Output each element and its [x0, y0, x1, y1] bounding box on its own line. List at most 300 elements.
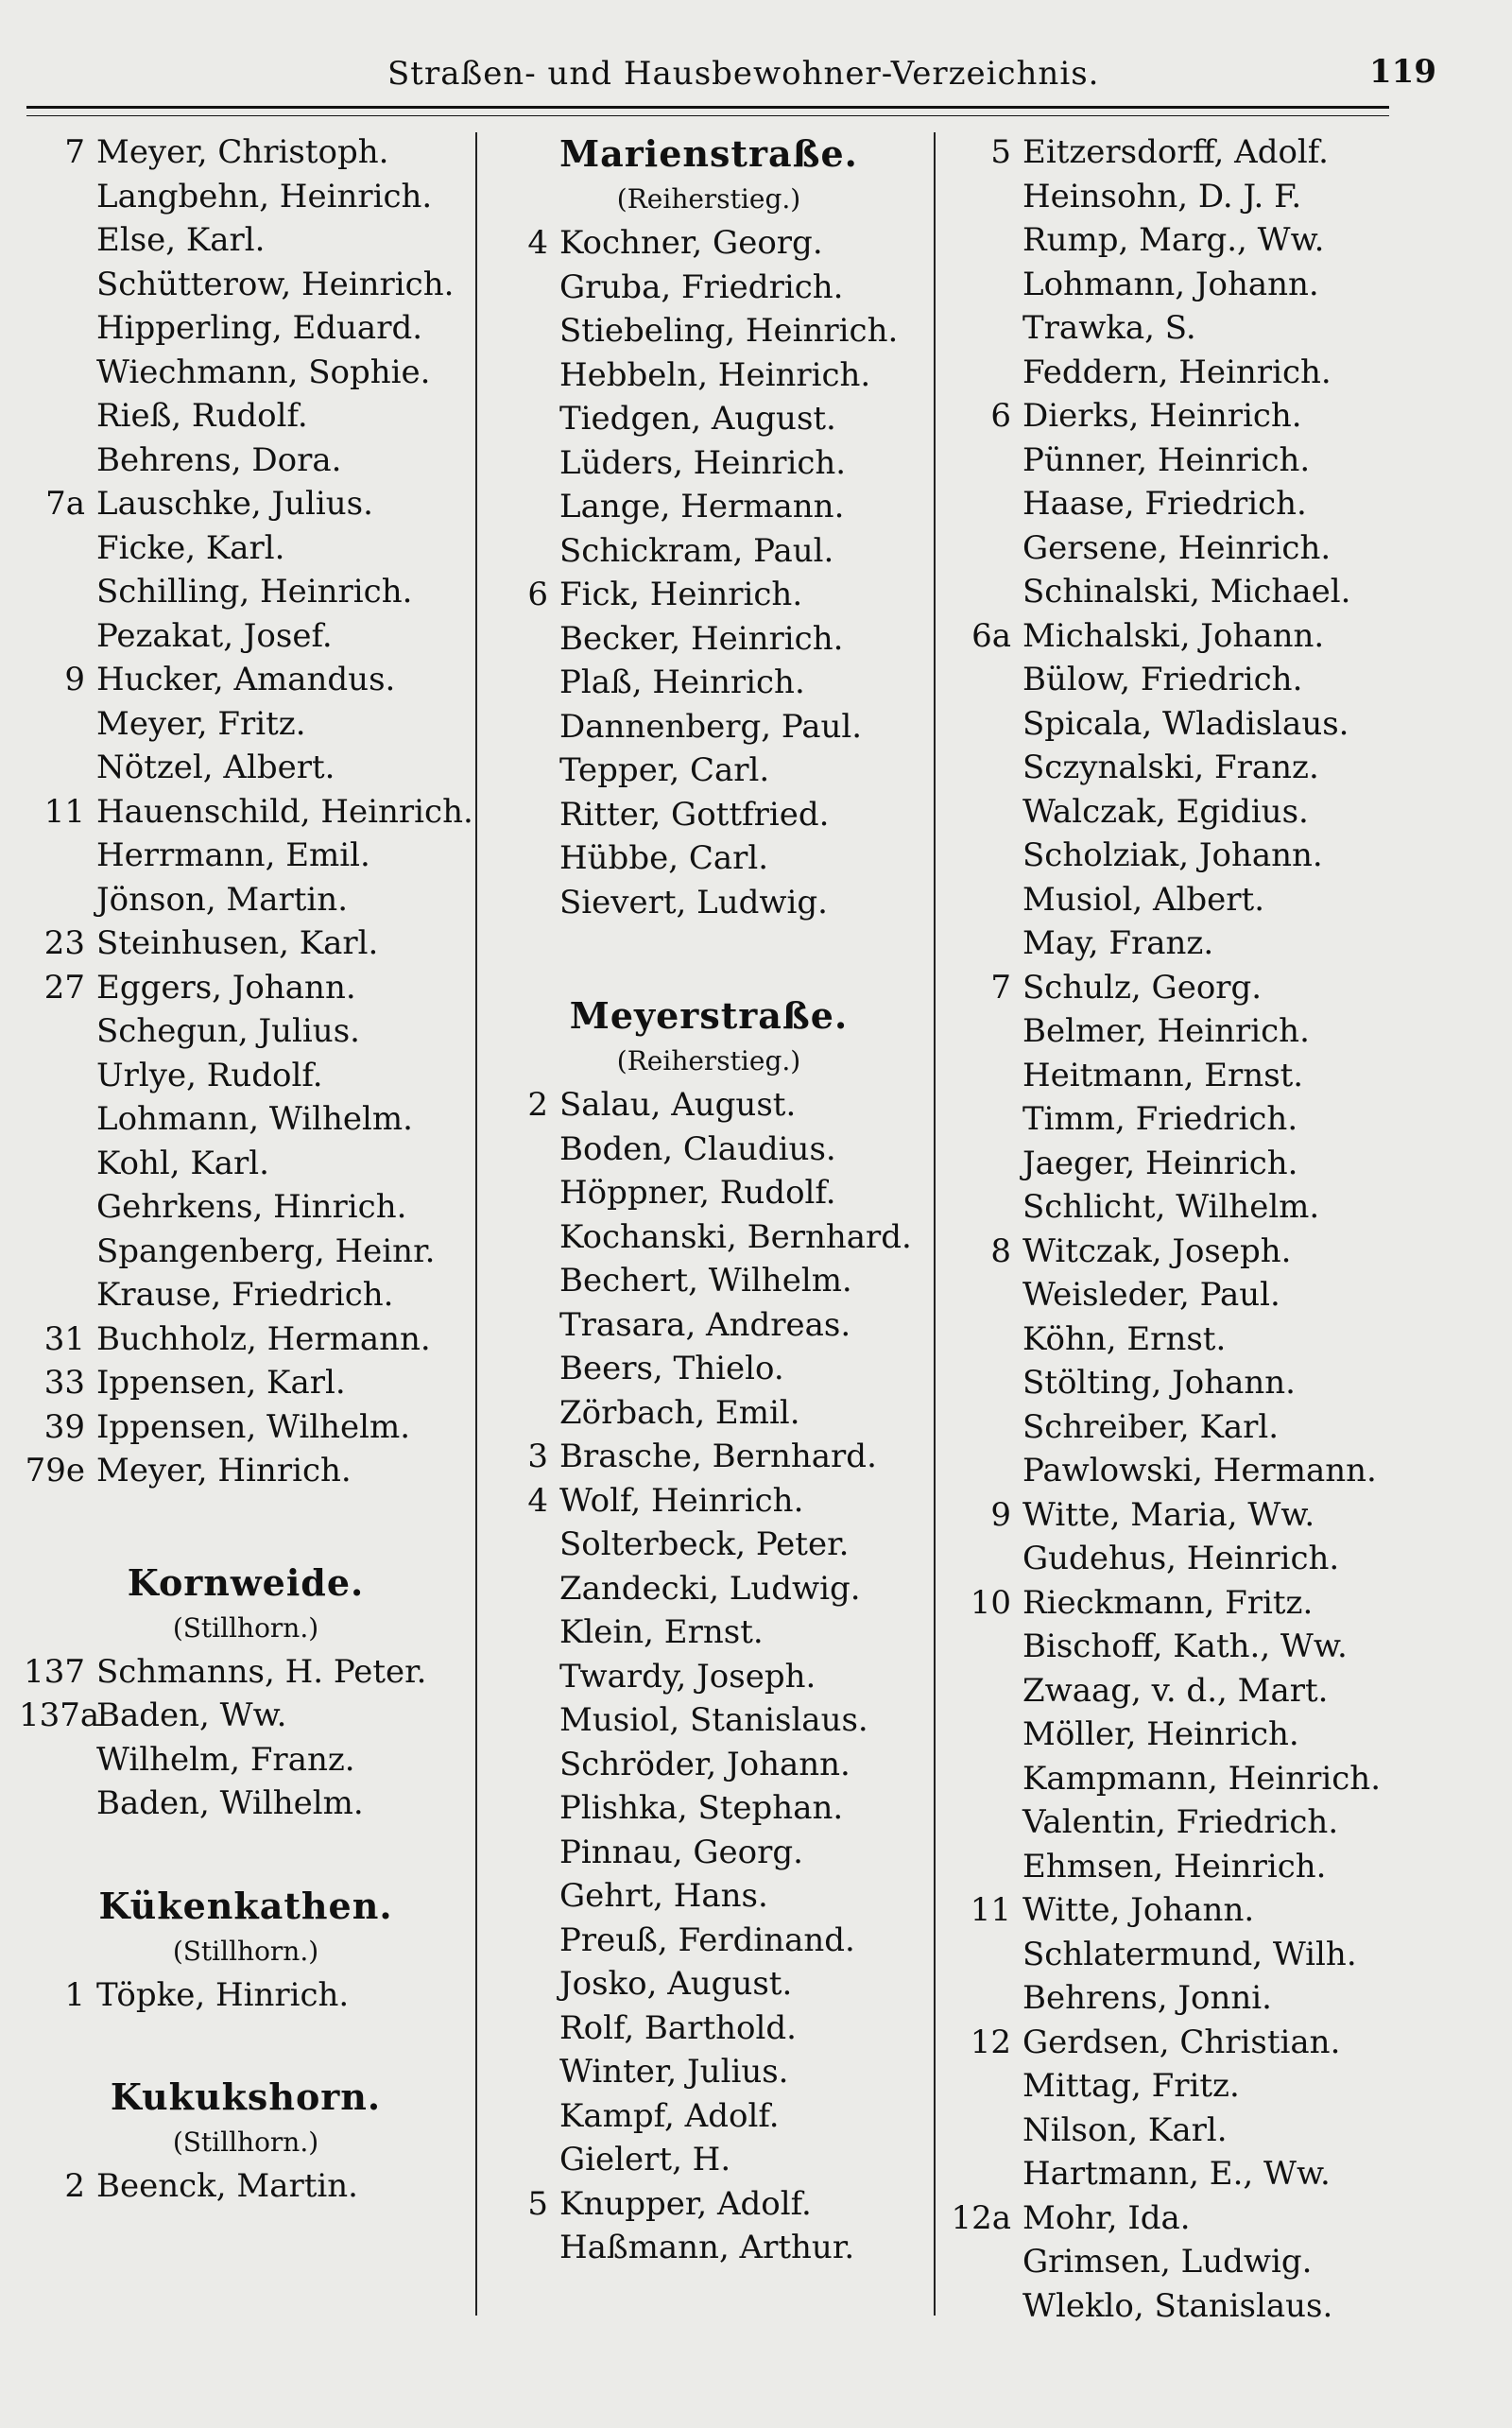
resident-name: Schlatermund, Wilh.	[1022, 1935, 1357, 1973]
resident-name: Höppner, Rudolf.	[559, 1174, 836, 1212]
resident-name: Valentin, Friedrich.	[1022, 1803, 1339, 1841]
resident-name: Jaeger, Heinrich.	[1022, 1144, 1298, 1182]
resident-name: Zwaag, v. d., Mart.	[1022, 1671, 1329, 1710]
house-number: 10	[970, 1583, 1011, 1622]
directory-entry	[945, 306, 1474, 351]
resident-name: Belmer, Heinrich.	[1022, 1012, 1310, 1050]
directory-entry	[945, 1888, 1474, 1933]
street-heading: Marienstraße.	[559, 132, 858, 175]
house-number: 137	[24, 1652, 85, 1691]
resident-name: Heitmann, Ernst.	[1022, 1056, 1304, 1094]
resident-name: Nötzel, Albert.	[96, 749, 335, 786]
resident-name: Beenck, Martin.	[96, 2167, 358, 2205]
house-number: 7a	[45, 485, 85, 523]
resident-name: Solterbeck, Peter.	[559, 1525, 850, 1563]
directory-entry	[482, 1259, 936, 1303]
directory-entry	[945, 1713, 1474, 1757]
directory-entry	[945, 2284, 1474, 2329]
resident-name: Gruba, Friedrich.	[559, 267, 844, 306]
directory-entry	[945, 1185, 1474, 1230]
resident-name: Wolf, Heinrich.	[559, 1481, 804, 1520]
resident-name: Sievert, Ludwig.	[559, 883, 828, 921]
resident-name: Jönson, Martin.	[96, 880, 349, 919]
resident-name: Eitzersdorff, Adolf.	[1022, 133, 1329, 171]
directory-entry	[945, 175, 1474, 219]
directory-entry	[482, 1874, 936, 1919]
resident-name: Weisleder, Paul.	[1022, 1276, 1280, 1314]
column-2	[482, 130, 936, 2270]
directory-entry	[19, 1361, 472, 1405]
resident-name: Ehmsen, Heinrich.	[1022, 1847, 1327, 1886]
resident-name: Hartmann, E., Ww.	[1022, 2155, 1331, 2193]
directory-entry	[482, 1128, 936, 1172]
directory-entry	[482, 1479, 936, 1524]
district-label: (Stillhorn.)	[172, 2127, 319, 2158]
directory-entry	[482, 2094, 936, 2139]
directory-entry	[482, 1698, 936, 1743]
resident-name: Urlye, Rudolf.	[96, 1056, 323, 1094]
directory-entry	[945, 1581, 1474, 1626]
resident-name: Schmanns, H. Peter.	[96, 1652, 427, 1691]
house-number: 12a	[951, 2198, 1011, 2237]
section-spacer	[19, 1493, 472, 1559]
resident-name: Wilhelm, Franz.	[96, 1740, 355, 1779]
house-number: 4	[527, 224, 548, 262]
directory-entry	[19, 1782, 472, 1826]
resident-name: Pinnau, Georg.	[559, 1833, 803, 1871]
house-number: 31	[43, 1319, 85, 1358]
directory-entry	[482, 705, 936, 749]
house-number: 11	[43, 792, 85, 831]
resident-name: Bechert, Wilhelm.	[559, 1262, 852, 1300]
resident-name: Schegun, Julius.	[96, 1012, 360, 1050]
house-number: 9	[64, 661, 85, 698]
resident-name: Becker, Heinrich.	[559, 619, 844, 658]
directory-entry	[19, 1273, 472, 1317]
column-1	[19, 130, 472, 2209]
directory-entry	[482, 793, 936, 837]
resident-name: Wiechmann, Sophie.	[96, 353, 431, 391]
directory-entry	[482, 661, 936, 705]
resident-name: Heinsohn, D. J. F.	[1022, 177, 1302, 215]
directory-entry	[19, 746, 472, 790]
section-spacer	[19, 2017, 472, 2074]
resident-name: Pezakat, Josef.	[96, 616, 333, 655]
resident-name: Spicala, Wladislaus.	[1022, 704, 1349, 743]
resident-name: Knupper, Adolf.	[559, 2184, 812, 2223]
directory-entry	[945, 1800, 1474, 1845]
house-number: 11	[970, 1891, 1011, 1929]
directory-entry	[482, 1435, 936, 1479]
resident-name: Pawlowski, Hermann.	[1022, 1452, 1377, 1490]
directory-entry	[19, 1009, 472, 1054]
resident-name: Plishka, Stephan.	[559, 1789, 844, 1827]
directory-entry	[19, 1738, 472, 1782]
resident-name: Hebbeln, Heinrich.	[559, 355, 871, 394]
house-number: 79e	[25, 1452, 85, 1490]
directory-entry	[945, 921, 1474, 966]
directory-entry	[482, 1171, 936, 1215]
directory-entry	[945, 2196, 1474, 2241]
resident-name: Schlicht, Wilhelm.	[1022, 1188, 1320, 1226]
directory-entry	[19, 394, 472, 439]
directory-entry	[482, 266, 936, 310]
directory-entry	[945, 218, 1474, 263]
resident-name: Dannenberg, Paul.	[559, 707, 863, 746]
district-label: (Reiherstieg.)	[616, 183, 801, 215]
house-number: 2	[64, 2167, 85, 2205]
column-divider-left	[475, 132, 477, 2316]
resident-name: Ippensen, Karl.	[96, 1364, 346, 1402]
directory-entry	[19, 921, 472, 966]
resident-name: Ritter, Gottfried.	[559, 795, 830, 834]
resident-name: Fick, Heinrich.	[559, 576, 803, 613]
resident-name: Mohr, Ida.	[1022, 2198, 1191, 2237]
directory-entry	[945, 1097, 1474, 1142]
resident-name: Klein, Ernst.	[559, 1613, 764, 1651]
directory-entry	[945, 439, 1474, 483]
resident-name: Gielert, H.	[559, 2141, 731, 2178]
street-heading: Kornweide.	[127, 1560, 365, 1604]
house-number: 6a	[971, 616, 1011, 655]
resident-name: Baden, Ww.	[96, 1696, 287, 1734]
resident-name: Mittag, Fritz.	[1022, 2067, 1240, 2105]
resident-name: Gudehus, Heinrich.	[1022, 1540, 1340, 1577]
directory-entry	[482, 1743, 936, 1787]
directory-entry	[19, 1694, 472, 1738]
district-label: (Stillhorn.)	[172, 1611, 319, 1644]
directory-entry	[19, 878, 472, 922]
house-number: 3	[527, 1438, 548, 1475]
directory-entry	[945, 1976, 1474, 2021]
directory-entry	[945, 878, 1474, 922]
house-number: 6	[990, 397, 1011, 435]
page-header	[38, 49, 1474, 106]
resident-name: Winter, Julius.	[559, 2053, 789, 2091]
resident-name: Lauschke, Julius.	[96, 485, 373, 523]
directory-entry	[945, 1142, 1474, 1186]
directory-entry	[482, 1347, 936, 1391]
directory-entry	[482, 1919, 936, 1963]
directory-entry	[945, 1054, 1474, 1098]
directory-entry	[945, 1009, 1474, 1054]
resident-name: Stiebeling, Heinrich.	[559, 312, 899, 350]
resident-name: Krause, Friedrich.	[96, 1276, 394, 1314]
resident-name: Wleklo, Stanislaus.	[1022, 2286, 1333, 2325]
resident-name: Lohmann, Wilhelm.	[96, 1100, 413, 1138]
header-rule-thick	[26, 106, 1389, 109]
resident-name: Boden, Claudius.	[559, 1129, 836, 1168]
section-spacer	[482, 924, 936, 992]
directory-entry	[945, 790, 1474, 835]
directory-entry	[19, 1317, 472, 1362]
house-number: 7	[64, 133, 85, 171]
house-number: 2	[527, 1086, 548, 1124]
resident-name: Haßmann, Arthur.	[559, 2229, 855, 2266]
directory-entry	[945, 746, 1474, 790]
directory-entry	[945, 394, 1474, 439]
resident-name: Herrmann, Emil.	[96, 836, 370, 874]
directory-entry	[945, 1317, 1474, 1362]
running-title: Straßen- und Hausbewohner-Verzeichnis.	[387, 55, 1100, 93]
directory-entry	[482, 2050, 936, 2094]
directory-entry	[482, 1610, 936, 1655]
resident-name: Baden, Wilhelm.	[96, 1784, 364, 1822]
directory-entry	[945, 1449, 1474, 1493]
directory-entry	[945, 702, 1474, 747]
resident-name: Dierks, Heinrich.	[1022, 397, 1302, 435]
directory-entry	[19, 658, 472, 702]
resident-name: Schulz, Georg.	[1022, 968, 1263, 1007]
resident-name: Eggers, Johann.	[96, 968, 356, 1007]
resident-name: Sczynalski, Franz.	[1022, 749, 1319, 786]
house-number: 39	[43, 1407, 85, 1446]
resident-name: Rieckmann, Fritz.	[1022, 1583, 1314, 1622]
resident-name: May, Franz.	[1022, 924, 1214, 962]
directory-entry	[482, 2006, 936, 2051]
house-number: 5	[527, 2184, 548, 2223]
resident-name: Bülow, Friedrich.	[1022, 661, 1303, 698]
directory-entry	[482, 573, 936, 617]
resident-name: Gersene, Heinrich.	[1022, 528, 1332, 567]
directory-entry	[482, 881, 936, 925]
directory-entry	[945, 351, 1474, 395]
resident-name: Beers, Thielo.	[559, 1350, 784, 1387]
resident-name: Josko, August.	[559, 1965, 793, 2003]
directory-entry	[945, 1273, 1474, 1317]
directory-entry	[945, 1361, 1474, 1405]
resident-name: Schinalski, Michael.	[1022, 573, 1351, 611]
resident-name: Brasche, Bernhard.	[559, 1438, 877, 1475]
resident-name: Behrens, Dora.	[96, 440, 342, 479]
resident-name: Witczak, Joseph.	[1022, 1231, 1292, 1270]
resident-name: Behrens, Jonni.	[1022, 1979, 1272, 2017]
directory-entry	[19, 2164, 472, 2209]
directory-entry	[945, 834, 1474, 878]
street-heading: Kukukshorn.	[110, 2075, 382, 2118]
section-spacer	[19, 1826, 472, 1883]
resident-name: Kampmann, Heinrich.	[1022, 1759, 1382, 1798]
resident-name: Musiol, Stanislaus.	[559, 1701, 868, 1739]
directory-entry	[482, 1831, 936, 1875]
directory-entry	[482, 1303, 936, 1348]
resident-name: Witte, Maria, Ww.	[1022, 1495, 1315, 1534]
resident-name: Lange, Hermann.	[559, 488, 845, 525]
directory-entry	[945, 1933, 1474, 1977]
resident-name: Meyer, Christoph.	[96, 133, 389, 171]
resident-name: Lohmann, Johann.	[1022, 265, 1319, 303]
directory-entry	[945, 2240, 1474, 2284]
directory-entry	[19, 790, 472, 835]
directory-entry	[19, 1405, 472, 1450]
resident-name: Nilson, Karl.	[1022, 2110, 1228, 2149]
house-number: 5	[990, 133, 1011, 171]
resident-name: Hübbe, Carl.	[559, 839, 769, 877]
directory-entry	[19, 175, 472, 219]
directory-entry	[945, 1405, 1474, 1450]
directory-entry	[19, 130, 472, 175]
directory-entry	[482, 353, 936, 398]
house-number: 137a	[19, 1696, 100, 1734]
directory-entry	[19, 614, 472, 659]
directory-entry	[19, 439, 472, 483]
directory-entry	[482, 1962, 936, 2006]
directory-entry	[19, 1185, 472, 1230]
resident-name: Rolf, Barthold.	[559, 2008, 797, 2047]
directory-entry	[482, 2226, 936, 2270]
directory-entry	[945, 1230, 1474, 1274]
directory-entry	[19, 1449, 472, 1493]
resident-name: Else, Karl.	[96, 221, 266, 259]
resident-name: Zandecki, Ludwig.	[559, 1569, 861, 1608]
directory-entry	[482, 441, 936, 486]
resident-name: Schreiber, Karl.	[1022, 1407, 1280, 1446]
house-number: 1	[64, 1975, 85, 2014]
directory-entry	[482, 836, 936, 881]
resident-name: Feddern, Heinrich.	[1022, 353, 1332, 391]
resident-name: Tepper, Carl.	[559, 751, 770, 789]
directory-entry	[19, 702, 472, 747]
resident-name: Timm, Friedrich.	[1022, 1100, 1298, 1138]
directory-entry	[19, 570, 472, 614]
resident-name: Langbehn, Heinrich.	[96, 177, 433, 215]
resident-name: Spangenberg, Heinr.	[96, 1231, 436, 1270]
directory-entry	[482, 1523, 936, 1567]
house-number: 7	[990, 968, 1011, 1007]
resident-name: Möller, Heinrich.	[1022, 1715, 1299, 1753]
directory-entry	[482, 617, 936, 662]
resident-name: Ippensen, Wilhelm.	[96, 1407, 411, 1446]
directory-entry	[945, 2064, 1474, 2109]
resident-name: Rump, Marg., Ww.	[1022, 221, 1325, 259]
resident-name: Buchholz, Hermann.	[96, 1319, 431, 1358]
directory-entry	[19, 306, 472, 351]
house-number: 27	[43, 968, 85, 1007]
directory-entry	[482, 529, 936, 574]
house-number: 33	[43, 1364, 85, 1402]
directory-entry	[482, 2138, 936, 2182]
resident-name: Schickram, Paul.	[559, 531, 834, 570]
resident-name: Schütterow, Heinrich.	[96, 265, 455, 303]
resident-name: Gerdsen, Christian.	[1022, 2023, 1341, 2061]
resident-name: Trasara, Andreas.	[559, 1305, 851, 1344]
directory-entry	[945, 2109, 1474, 2153]
directory-entry	[945, 263, 1474, 307]
resident-name: Stölting, Johann.	[1022, 1364, 1296, 1402]
directory-entry	[945, 526, 1474, 571]
directory-entry	[945, 614, 1474, 659]
column-3	[945, 130, 1474, 2328]
resident-name: Steinhusen, Karl.	[96, 924, 379, 962]
house-number: 12	[970, 2023, 1011, 2061]
directory-entry	[945, 966, 1474, 1010]
resident-name: Michalski, Johann.	[1022, 616, 1325, 655]
resident-name: Trawka, S.	[1022, 309, 1196, 347]
house-number: 6	[527, 576, 548, 613]
house-number: 4	[527, 1481, 548, 1520]
resident-name: Preuß, Ferdinand.	[559, 1920, 855, 1959]
street-heading: Meyerstraße.	[569, 994, 849, 1037]
directory-entry	[945, 2152, 1474, 2196]
resident-name: Meyer, Fritz.	[96, 704, 306, 743]
resident-name: Kochanski, Bernhard.	[559, 1217, 912, 1256]
directory-entry	[19, 834, 472, 878]
directory-entry	[945, 1537, 1474, 1581]
directory-entry	[945, 130, 1474, 175]
resident-name: Ficke, Karl.	[96, 528, 285, 567]
district-label: (Stillhorn.)	[172, 1935, 319, 1967]
resident-name: Bischoff, Kath., Ww.	[1022, 1627, 1348, 1665]
directory-entry	[482, 749, 936, 793]
resident-name: Twardy, Joseph.	[559, 1657, 816, 1696]
resident-name: Hucker, Amandus.	[96, 661, 396, 698]
directory-entry	[945, 2021, 1474, 2065]
resident-name: Gehrt, Hans.	[559, 1877, 768, 1915]
house-number: 8	[990, 1231, 1011, 1270]
directory-entry	[19, 1142, 472, 1186]
district-label: (Reiherstieg.)	[616, 1045, 801, 1076]
resident-name: Pünner, Heinrich.	[1022, 440, 1311, 479]
directory-entry	[19, 1230, 472, 1274]
resident-name: Töpke, Hinrich.	[96, 1975, 350, 2014]
resident-name: Witte, Johann.	[1022, 1891, 1255, 1929]
directory-entry	[19, 218, 472, 263]
directory-entry	[945, 658, 1474, 702]
resident-name: Rieß, Rudolf.	[96, 397, 308, 435]
resident-name: Hauenschild, Heinrich.	[96, 792, 473, 831]
resident-name: Grimsen, Ludwig.	[1022, 2243, 1313, 2281]
page-number: 119	[1369, 53, 1436, 91]
directory-entry	[19, 1097, 472, 1142]
directory-entry	[945, 1757, 1474, 1801]
directory-entry	[482, 1786, 936, 1831]
resident-name: Schröder, Johann.	[559, 1745, 850, 1783]
resident-name: Kohl, Karl.	[96, 1144, 269, 1182]
resident-name: Schilling, Heinrich.	[96, 573, 413, 611]
directory-entry	[19, 1650, 472, 1695]
resident-name: Haase, Friedrich.	[1022, 485, 1307, 523]
header-rule-thin	[26, 115, 1389, 116]
directory-entry	[945, 482, 1474, 526]
resident-name: Hipperling, Eduard.	[96, 309, 423, 347]
directory-entry	[482, 1215, 936, 1260]
directory-entry	[482, 397, 936, 441]
resident-name: Gehrkens, Hinrich.	[96, 1188, 407, 1226]
directory-entry	[482, 221, 936, 266]
directory-entry	[19, 351, 472, 395]
directory-entry	[482, 1655, 936, 1699]
resident-name: Plaß, Heinrich.	[559, 663, 805, 701]
directory-entry	[945, 1845, 1474, 1889]
directory-entry	[19, 263, 472, 307]
resident-name: Kochner, Georg.	[559, 224, 823, 262]
resident-name: Scholziak, Johann.	[1022, 836, 1323, 874]
directory-entry	[482, 485, 936, 529]
resident-name: Köhn, Ernst.	[1022, 1319, 1227, 1358]
resident-name: Walczak, Egidius.	[1022, 792, 1309, 831]
directory-entry	[19, 1973, 472, 2018]
directory-entry	[19, 526, 472, 571]
directory-entry	[945, 1493, 1474, 1538]
directory-entry	[19, 1054, 472, 1098]
resident-name: Salau, August.	[559, 1086, 797, 1124]
directory-entry	[945, 1669, 1474, 1713]
directory-entry	[19, 966, 472, 1010]
directory-entry	[19, 482, 472, 526]
directory-entry	[482, 1567, 936, 1611]
resident-name: Lüders, Heinrich.	[559, 443, 847, 482]
resident-name: Zörbach, Emil.	[559, 1393, 800, 1432]
